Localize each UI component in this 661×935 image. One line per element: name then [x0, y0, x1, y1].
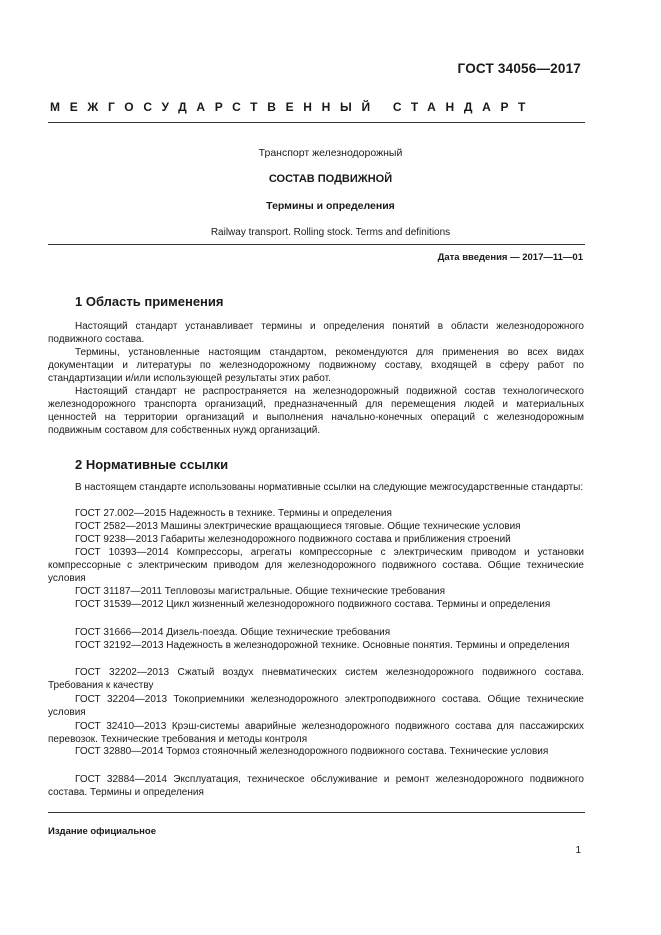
reference-item: ГОСТ 32880—2014 Тормоз стояночный железнодорожного подвижного состава. Технические условия — [75, 746, 549, 757]
header-divider — [48, 122, 585, 123]
reference-item: ГОСТ 10393—2014 Компрессоры, агрегаты компрессорные с электрическим приводом и установки компрессорные с электрическим приводом для железнодорожного подвижного состава. Общие технические условия — [48, 547, 584, 584]
interstate-standard-banner: МЕЖГОСУДАРСТВЕННЫЙ СТАНДАРТ — [50, 100, 536, 114]
section-1-paragraph: Настоящий стандарт не распространяется на железнодорожный подвижной состав технологического железнодорожного транспорта организаций, предназначенный для перемещения людей и материальных ценностей на территории организаций и выполнения начально-конечных операций с железнодорожным подвижным составом для собственных нужд организаций. — [48, 386, 584, 436]
reference-item: ГОСТ 31187—2011 Тепловозы магистральные. Общие технические требования — [75, 586, 446, 597]
title-line-3: Термины и определения — [266, 200, 395, 212]
footer-divider — [48, 812, 585, 813]
reference-item: ГОСТ 32204—2013 Токоприемники железнодорожного электроподвижного состава. Общие технические условия — [48, 694, 584, 718]
reference-item: ГОСТ 32410—2013 Крэш-системы аварийные железнодорожного подвижного состава для пассажирских перевозок. Технические требования и методы контроля — [48, 721, 584, 745]
reference-item: ГОСТ 31666—2014 Дизель-поезда. Общие технические требования — [75, 627, 391, 638]
section-1-paragraph: Термины, установленные настоящим стандартом, рекомендуются для применения во всех видах документации и литературы по железнодорожному подвижному составу, входящей в сферу работ по стандартизации и/или использующей результаты этих работ. — [48, 347, 584, 384]
section-2-intro: В настоящем стандарте использованы нормативные ссылки на следующие межгосударственные стандарты: — [75, 482, 584, 493]
title-divider — [48, 244, 585, 245]
section-1-paragraph: Настоящий стандарт устанавливает термины и определения понятий в области железнодорожного подвижного состава. — [48, 321, 584, 345]
reference-item: ГОСТ 27.002—2015 Надежность в технике. Термины и определения — [75, 508, 392, 519]
gost-number: ГОСТ 34056—2017 — [457, 61, 581, 76]
section-1-heading: 1 Область применения — [75, 294, 224, 309]
reference-item: ГОСТ 31539—2012 Цикл жизненный железнодорожного подвижного состава. Термины и определения — [75, 599, 551, 610]
reference-item: ГОСТ 32192—2013 Надежность в железнодорожной технике. Основные понятия. Термины и определения — [75, 640, 570, 651]
reference-item: ГОСТ 9238—2013 Габариты железнодорожного подвижного состава и приближения строений — [75, 534, 511, 545]
english-title: Railway transport. Rolling stock. Terms and definitions — [210, 227, 451, 238]
title-line-2: СОСТАВ ПОДВИЖНОЙ — [268, 173, 393, 185]
reference-item: ГОСТ 32884—2014 Эксплуатация, техническое обслуживание и ремонт железнодорожного подвижного состава. Термины и определения — [48, 774, 584, 798]
section-2-heading: 2 Нормативные ссылки — [75, 457, 229, 472]
reference-item: ГОСТ 2582—2013 Машины электрические вращающиеся тяговые. Общие технические условия — [75, 521, 521, 532]
title-line-1: Транспорт железнодорожный — [258, 147, 403, 159]
reference-item: ГОСТ 32202—2013 Сжатый воздух пневматических систем железнодорожного подвижного состава. Требования к качеству — [48, 667, 584, 691]
page-number: 1 — [575, 845, 581, 856]
effective-date: Дата введения — 2017—11—01 — [437, 252, 583, 263]
official-edition-label: Издание официальное — [48, 826, 156, 837]
